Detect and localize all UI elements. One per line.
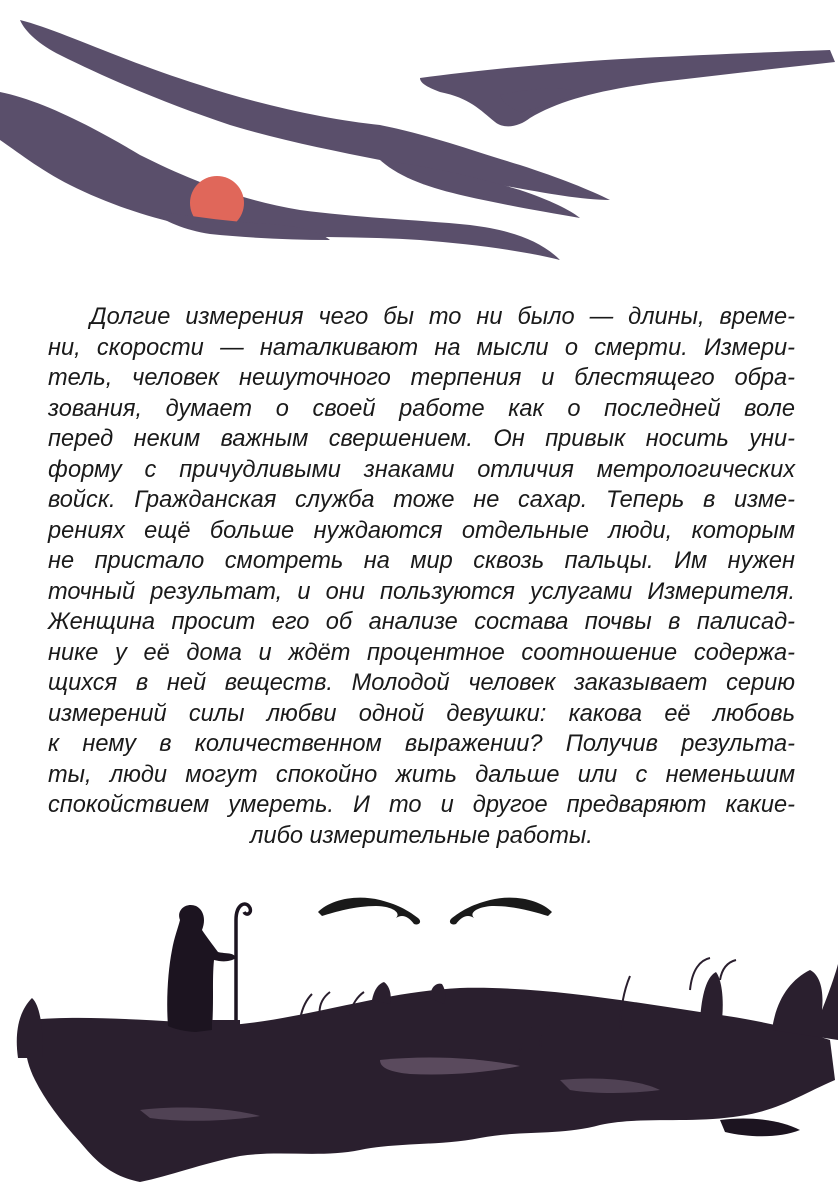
text-line: тель, человек нешуточного терпения и блестящего обра- <box>48 365 795 391</box>
cloud-right <box>420 50 835 126</box>
text-line: щихся в ней веществ. Молодой человек заказывает серию <box>48 670 795 696</box>
shrub <box>700 972 723 1020</box>
sky-illustration <box>0 0 839 280</box>
text-line: Долгие измерения чего бы то ни было — длины, време- <box>90 304 795 330</box>
wanderer-silhouette <box>167 905 236 1032</box>
text-line: ни, скорости — наталкивают на мысли о смерти. Измери- <box>48 334 795 361</box>
text-line: Женщина просит его об анализе состава почвы в палисад- <box>48 609 795 635</box>
text-line: точный результат, и они пользуются услугами Измерителя. <box>48 578 795 605</box>
stake <box>212 1020 240 1036</box>
landscape-illustration <box>0 880 839 1186</box>
text-line: войск. Гражданская служба тоже не сахар. Теперь в изме- <box>48 487 795 513</box>
text-line: спокойствием умереть. И то и другое предваряют какие- <box>48 792 795 818</box>
text-line: форму с причудливыми знаками отличия метрологических <box>48 456 795 483</box>
body-text <box>48 302 795 851</box>
puddle <box>720 1118 800 1136</box>
text-line: зования, думает о своей работе как о последней воле <box>48 395 795 422</box>
shrub <box>772 964 838 1040</box>
rock <box>17 998 43 1058</box>
text-line: рениях ещё больше нуждаются отдельные люди, которым <box>48 517 795 544</box>
text-line: не пристало смотреть на мир сквозь пальцы. Им нужен <box>48 548 795 574</box>
text-line: перед неким важным свершением. Он привык носить уни- <box>48 426 795 452</box>
staff <box>236 904 250 1028</box>
text-line: к нему в количественном выражении? Получив результа- <box>48 731 795 757</box>
text-line: измерений силы любви одной девушки: какова её любовь <box>48 700 795 727</box>
text-line: ты, люди могут спокойно жить дальше или с неменьшим <box>48 761 795 788</box>
text-line: либо измерительные работы. <box>250 822 593 849</box>
text-line: нике у её дома и ждёт процентное соотношение содержа- <box>48 639 795 666</box>
